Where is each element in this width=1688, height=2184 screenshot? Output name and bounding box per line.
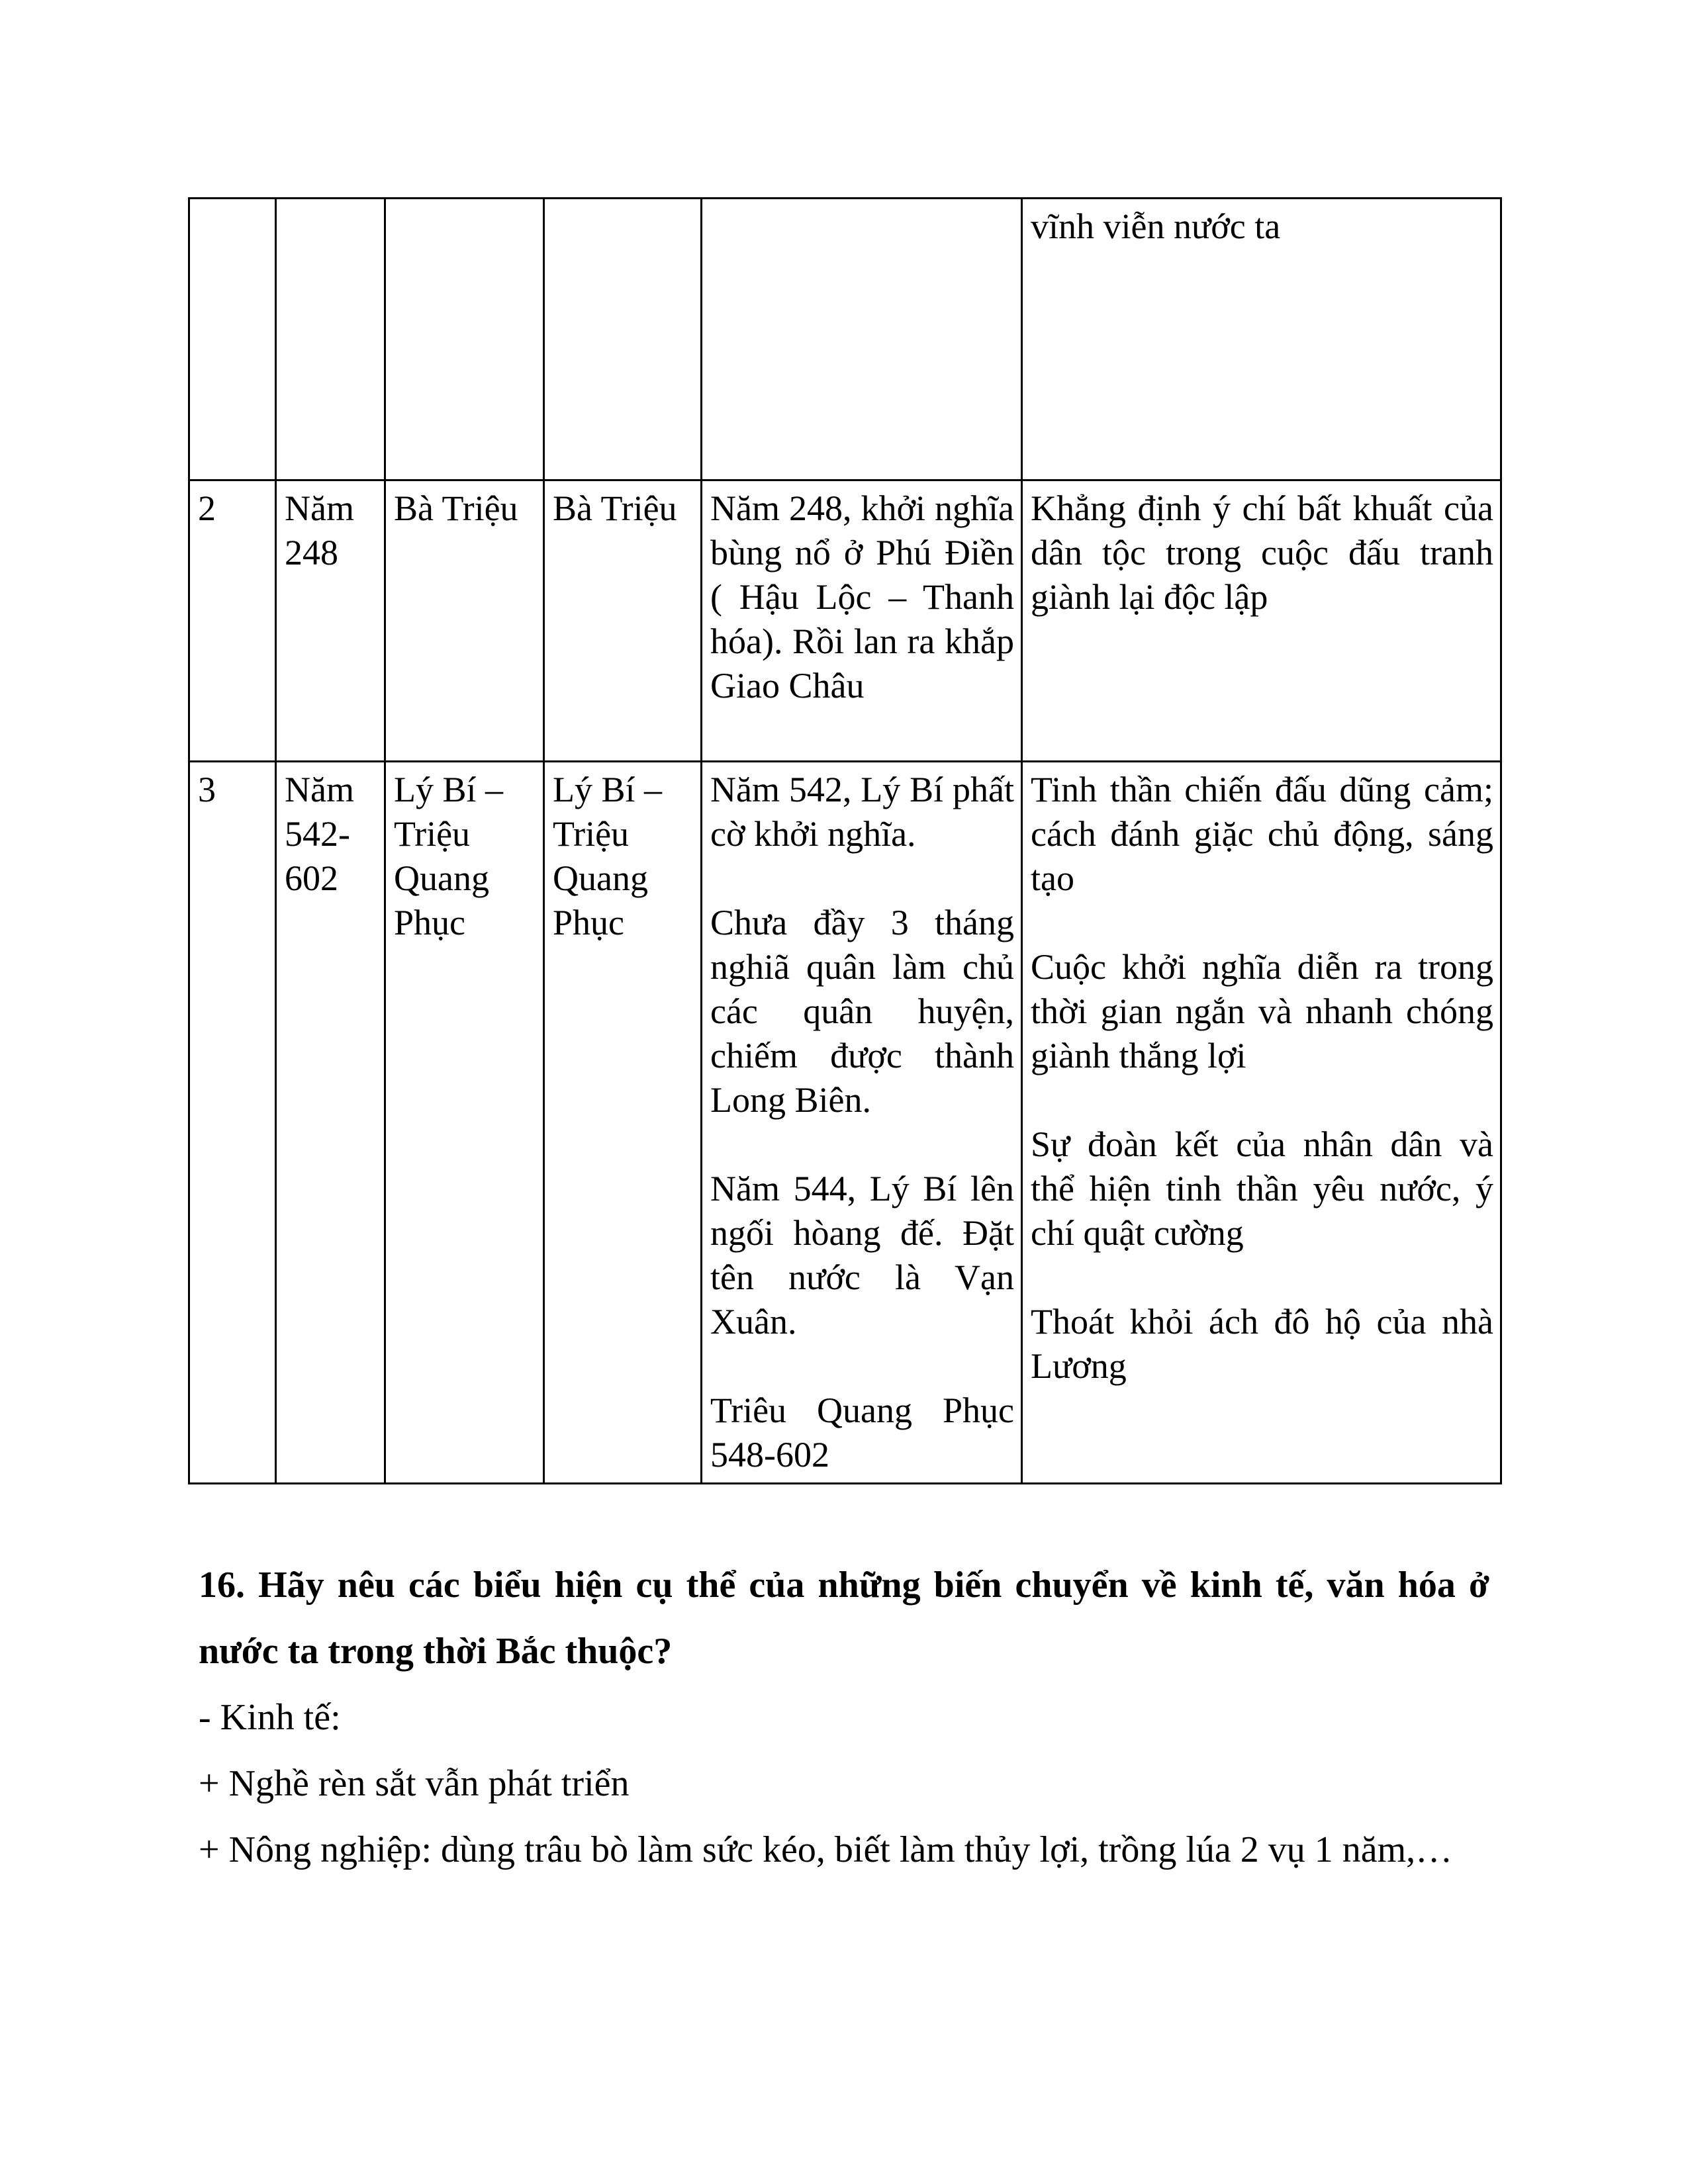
- question-text: Hãy nêu các biểu hiện cụ thể của những biến chuyển về kinh tế, văn hóa ở nước ta trong thời Bắc thuộc?: [199, 1565, 1489, 1672]
- cell-significance: [1022, 762, 1501, 1484]
- cell-leader-2: [544, 199, 702, 480]
- cell-stt: [189, 199, 276, 480]
- event-text: Chưa đầy 3 tháng nghiã quân làm chủ các quân huyện, chiếm được thành Long Biên.: [710, 903, 1014, 1120]
- cell-leader: [385, 199, 544, 480]
- table-row: [189, 480, 1501, 762]
- significance-text: Thoát khỏi ách đô hộ của nhà Lương: [1031, 1302, 1493, 1386]
- event-text: Năm 542, Lý Bí phất cờ khởi nghĩa.: [710, 770, 1014, 854]
- event-text: Năm 544, Lý Bí lên ngối hòang đế. Đặt tên nước là Vạn Xuân.: [710, 1169, 1014, 1342]
- cell-time: Năm 542-602: [276, 762, 385, 1484]
- answer-item: + Nông nghiệp: dùng trâu bò làm sức kéo, biết làm thủy lợi, trồng lúa 2 vụ 1 năm,…: [199, 1829, 1453, 1870]
- cell-stt: 3: [189, 762, 276, 1484]
- cell-time: [276, 199, 385, 480]
- cell-leader-2: Bà Triệu: [544, 480, 702, 762]
- table-row: [189, 199, 1501, 480]
- significance-text: Sự đoàn kết của nhân dân và thể hiện tinh thần yêu nước, ý chí quật cường: [1031, 1124, 1493, 1253]
- significance-text: Tinh thần chiến đấu dũng cảm; cách đánh giặc chủ động, sáng tạo: [1031, 770, 1493, 898]
- uprisings-table: [188, 197, 1502, 1484]
- cell-leader: Bà Triệu: [385, 480, 544, 762]
- significance-text: Cuộc khởi nghĩa diễn ra trong thời gian ngắn và nhanh chóng giành thắng lợi: [1031, 947, 1493, 1075]
- answer-item: + Nghề rèn sắt vẫn phát triển: [199, 1763, 630, 1804]
- cell-events: [702, 480, 1022, 762]
- cell-events: [702, 762, 1022, 1484]
- significance-text: Khẳng định ý chí bất khuất của dân tộc trong cuộc đấu tranh giành lại độc lập: [1031, 488, 1493, 617]
- event-text: Năm 248, khởi nghĩa bùng nổ ở Phú Điền ( Hậu Lộc – Thanh hóa). Rồi lan ra khắp Giao Châu: [710, 488, 1014, 705]
- question-16: [199, 1552, 1489, 1684]
- cell-significance: [1022, 199, 1501, 480]
- cell-events: [702, 199, 1022, 480]
- cell-significance: [1022, 480, 1501, 762]
- cell-stt: 2: [189, 480, 276, 762]
- question-number: 16.: [199, 1565, 245, 1606]
- significance-text: vĩnh viễn nước ta: [1031, 206, 1281, 246]
- table-row: [189, 762, 1501, 1484]
- event-text: Triêu Quang Phục 548-602: [710, 1390, 1014, 1475]
- cell-time: Năm 248: [276, 480, 385, 762]
- cell-leader-2: Lý Bí – Triệu Quang Phục: [544, 762, 702, 1484]
- cell-leader: Lý Bí – Triệu Quang Phục: [385, 762, 544, 1484]
- answer-heading: - Kinh tế:: [199, 1697, 341, 1738]
